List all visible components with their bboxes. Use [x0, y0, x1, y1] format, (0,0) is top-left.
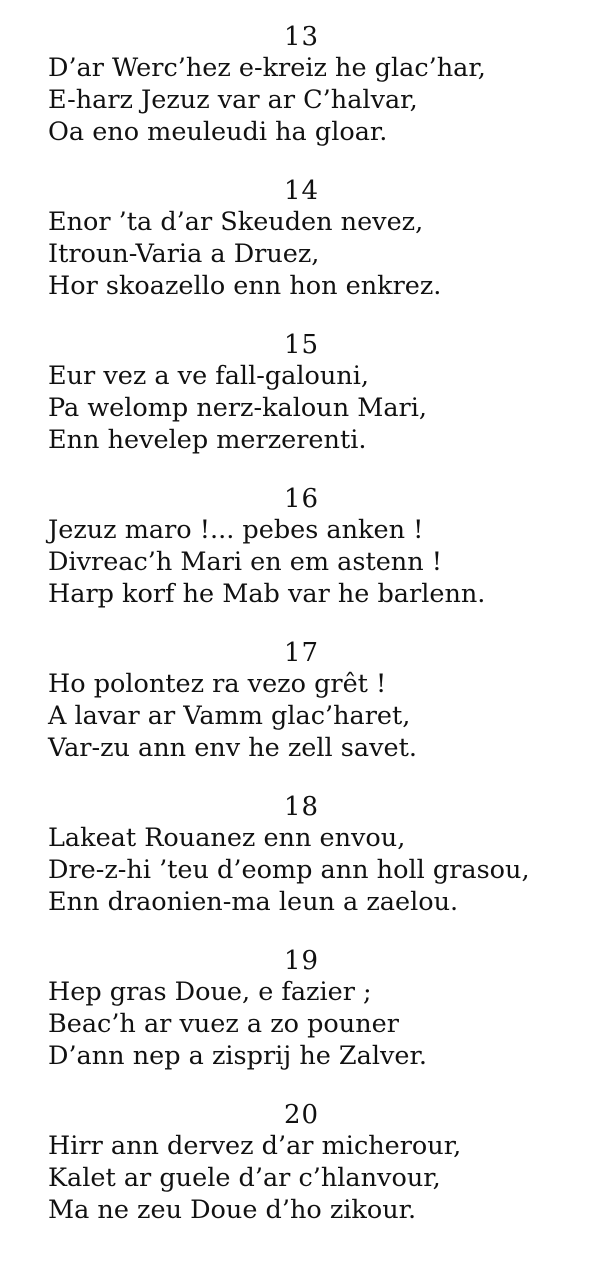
verse-line: Oa eno meuleudi ha gloar. [48, 117, 388, 147]
stanza-number: 14 [283, 176, 320, 206]
verse-line: Ho polontez ra vezo grêt ! [48, 669, 387, 699]
verse-line: Ma ne zeu Doue d’ho zikour. [48, 1195, 417, 1225]
stanza-number: 13 [283, 22, 320, 52]
verse-line: Pa welomp nerz-kaloun Mari, [48, 393, 427, 423]
verse-line: Hep gras Doue, e fazier ; [48, 977, 372, 1007]
stanza-15 [0, 330, 603, 456]
stanza-20 [0, 1100, 603, 1226]
verse-line: Divreac’h Mari en em astenn ! [48, 547, 442, 577]
stanza-13 [0, 22, 603, 148]
verse-line: Hirr ann dervez d’ar micherour, [48, 1131, 462, 1161]
verse-line: Enn draonien-ma leun a zaelou. [48, 887, 459, 917]
verse-line: Eur vez a ve fall-galouni, [48, 361, 369, 391]
stanza-number: 15 [283, 330, 320, 360]
stanza-number: 17 [283, 638, 320, 668]
verse-line: Var-zu ann env he zell savet. [48, 733, 417, 763]
verse-line: A lavar ar Vamm glac’haret, [48, 701, 411, 731]
stanza-14 [0, 176, 603, 302]
stanza-number: 16 [283, 484, 320, 514]
stanza-16 [0, 484, 603, 610]
verse-line: Beac’h ar vuez a zo pouner [48, 1009, 399, 1039]
verse-line: Dre-z-hi ’teu d’eomp ann holl grasou, [48, 855, 530, 885]
verse-line: E-harz Jezuz var ar C’halvar, [48, 85, 418, 115]
verse-line: Lakeat Rouanez enn envou, [48, 823, 406, 853]
stanza-number: 18 [283, 792, 320, 822]
stanza-19 [0, 946, 603, 1072]
verse-line: Harp korf he Mab var he barlenn. [48, 579, 486, 609]
stanza-17 [0, 638, 603, 764]
verse-line: Enor ’ta d’ar Skeuden nevez, [48, 207, 424, 237]
verse-line: Kalet ar guele d’ar c’hlanvour, [48, 1163, 441, 1193]
verse-line: Jezuz maro !... pebes anken ! [48, 515, 424, 545]
verse-line: D’ann nep a zisprij he Zalver. [48, 1041, 428, 1071]
verse-line: D’ar Werc’hez e-kreiz he glac’har, [48, 53, 486, 83]
verse-line: Itroun-Varia a Druez, [48, 239, 320, 269]
verse-line: Enn hevelep merzerenti. [48, 425, 367, 455]
stanza-number: 19 [283, 946, 320, 976]
verse-line: Hor skoazello enn hon enkrez. [48, 271, 442, 301]
stanza-number: 20 [283, 1100, 320, 1130]
stanza-18 [0, 792, 603, 918]
